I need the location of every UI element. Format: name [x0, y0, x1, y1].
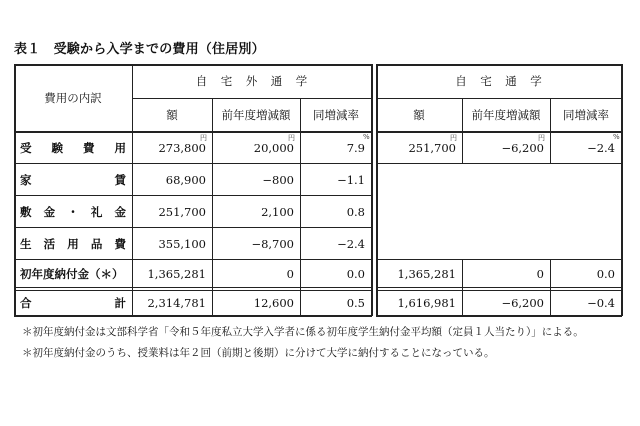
- row-first-year-fees-label: 初年度納付金（＊）: [20, 266, 124, 281]
- label-char: 金: [43, 204, 56, 219]
- row-deposit-key-money-away-rate: 0.8: [346, 204, 365, 219]
- header-away-rate-prefix: 同: [313, 108, 325, 122]
- header-away-rate: [300, 98, 372, 132]
- row-exam-fees-away-change: 20,000: [253, 140, 294, 155]
- row-total-home-amount: 1,616,981: [397, 296, 456, 310]
- label-char: 賃: [114, 172, 126, 187]
- row-rent-label: [14, 164, 132, 195]
- unit-yen: 円: [538, 134, 545, 142]
- label-char: ・: [67, 204, 79, 219]
- unit-yen: 円: [450, 134, 457, 142]
- label-char: 費: [114, 236, 126, 251]
- row-first-year-fees-home-amount: 1,365,281: [397, 266, 456, 281]
- label-char: 費: [83, 140, 95, 155]
- row-rent-away-amount: 68,900: [165, 172, 206, 187]
- label-char: 受: [20, 140, 32, 155]
- label-char: 礼: [90, 204, 103, 219]
- row-rent-away-rate: −1.1: [337, 172, 365, 187]
- label-char: 用: [67, 236, 79, 251]
- row-total-away-change: 12,600: [253, 296, 294, 310]
- row-deposit-key-money-label: [14, 196, 132, 227]
- cost-table: [14, 64, 622, 316]
- row-first-year-fees-away-rate: 0.0: [346, 266, 365, 281]
- header-group-away: 自 宅 外 通 学: [195, 74, 309, 88]
- note-line: ＊初年度納付金のうち、授業料は年２回（前期と後期）に分けて大学に納付することになっている。: [22, 347, 495, 359]
- row-total-away-rate: 0.5: [346, 296, 365, 310]
- row-living-supplies-label: [14, 228, 132, 259]
- label-char: 生: [20, 236, 32, 251]
- header-group-home: 自 宅 通 学: [455, 74, 543, 88]
- label-char: 品: [90, 236, 103, 251]
- unit-percent: %: [613, 133, 620, 141]
- table-title: 表１ 受験から入学までの費用（住居別）: [14, 42, 265, 57]
- row-total-home-rate: −0.4: [587, 296, 615, 310]
- label-char: 活: [43, 236, 56, 251]
- row-exam-fees-away-rate: 7.9: [346, 140, 365, 155]
- header-home-rate: [550, 98, 622, 132]
- row-exam-fees-label: [14, 132, 132, 163]
- row-exam-fees-home-change: −6,200: [501, 140, 544, 155]
- row-exam-fees-home-amount: 251,700: [408, 140, 456, 155]
- row-living-supplies-away-amount: 355,100: [158, 236, 206, 251]
- label-char: 合: [20, 296, 32, 310]
- row-exam-fees-home-rate: −2.4: [587, 140, 615, 155]
- header-home-rate-label: 増減率: [574, 108, 609, 122]
- header-away-rate-label: 増減率: [324, 108, 359, 122]
- unit-percent: %: [363, 133, 370, 141]
- header-away-amount: 額: [166, 108, 178, 122]
- notes: [22, 322, 584, 364]
- header-breakdown: 費用の内訳: [44, 91, 102, 105]
- row-first-year-fees-away-change: 0: [286, 266, 294, 281]
- unit-yen: 円: [288, 134, 295, 142]
- row-living-supplies-away-rate: −2.4: [337, 236, 365, 251]
- row-total-away-amount: 2,314,781: [147, 296, 206, 310]
- header-home-rate-prefix: 同: [563, 108, 575, 122]
- row-total-label: [14, 291, 132, 315]
- row-first-year-fees-away-amount: 1,365,281: [147, 266, 206, 281]
- header-home-amount: 額: [413, 108, 425, 122]
- row-first-year-fees-home-change: 0: [536, 266, 544, 281]
- row-deposit-key-money-away-amount: 251,700: [158, 204, 206, 219]
- header-away-change: 前年度増減額: [221, 108, 291, 122]
- label-char: 敷: [20, 204, 32, 219]
- row-total-home-change: −6,200: [501, 296, 544, 310]
- row-living-supplies-away-change: −8,700: [251, 236, 294, 251]
- label-char: 験: [51, 140, 63, 155]
- label-char: 用: [114, 140, 126, 155]
- label-char: 計: [114, 296, 126, 310]
- label-char: 家: [20, 172, 32, 187]
- row-exam-fees-away-amount: 273,800: [158, 140, 206, 155]
- note-line: ＊初年度納付金は文部科学省「令和５年度私立大学入学者に係る初年度学生納付金平均額（定員１人当たり）」による。: [22, 326, 584, 338]
- row-rent-away-change: −800: [262, 172, 294, 187]
- header-home-change: 前年度増減額: [471, 108, 541, 122]
- row-deposit-key-money-away-change: 2,100: [261, 204, 294, 219]
- row-first-year-fees-home-rate: 0.0: [596, 266, 615, 281]
- unit-yen: 円: [200, 134, 207, 142]
- label-char: 金: [114, 204, 126, 219]
